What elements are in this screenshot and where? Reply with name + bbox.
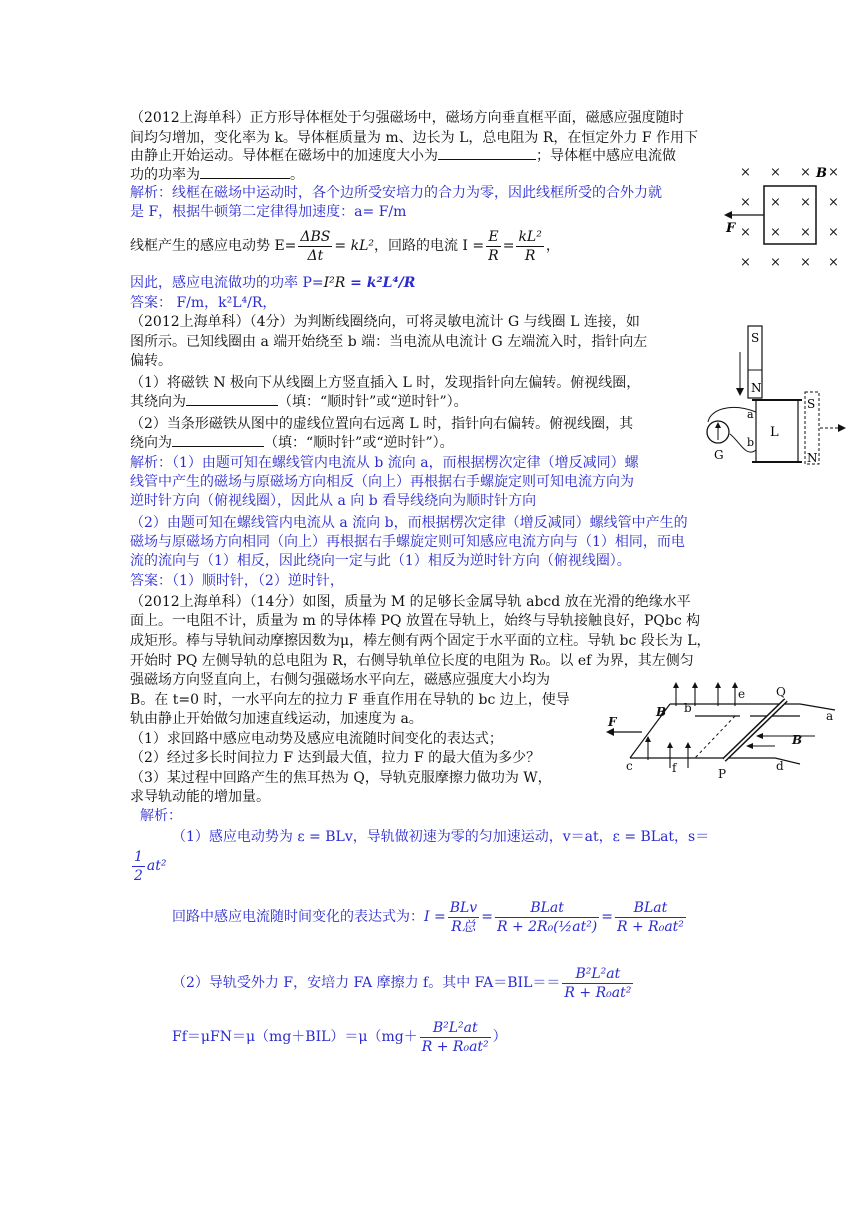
q2-analysis-5: 磁场与原磁场方向相同（向上）再根据右手螺旋定则可知感应电流方向与（1）相同，而电 (130, 534, 685, 550)
q1-blank-1 (438, 145, 536, 160)
q2-analysis-6: 流的流向与（1）相反，因此绕向一定与此（1）相反为逆时针方向（俯视线圈）。 (130, 553, 631, 569)
q2-answer: 答案：（1）顺时针，（2）逆时针， (130, 573, 344, 589)
q1-power-prefix: 因此，感应电流做功的功率 P= (130, 275, 324, 291)
q1-blank-2 (200, 164, 290, 179)
q1-label-F: F (726, 221, 736, 236)
q3-label-b: b (684, 701, 692, 715)
q2-label-G: G (714, 448, 724, 462)
cross-mark: × (740, 165, 751, 180)
q1-line1: （2012上海单科）正方形导体框处于匀强磁场中，磁场方向垂直框平面，磁感应强度随时 (130, 110, 684, 126)
q1-cur-den2: R (524, 247, 536, 264)
q1-label-B: B (816, 166, 827, 181)
cross-mark: × (800, 255, 811, 270)
cross-mark: × (800, 225, 811, 240)
q3-line1: （2012上海单科）（14分）如图，质量为 M 的足够长金属导轨 abcd 放在光滑的绝缘水平 (130, 594, 691, 610)
cross-mark: × (800, 195, 811, 210)
q3-analysis-label: 解析： (140, 808, 182, 824)
q1-analysis-1: 解析：线框在磁场中运动时，各个边所受安培力的合力为零，因此线框所受的合外力就 (130, 185, 662, 201)
q3-sub3: （3）某过程中回路产生的焦耳热为 Q，导轨克服摩擦力做功为 W， (130, 770, 552, 786)
q1-line3-tail: ；导体框中感应电流做 (536, 148, 676, 164)
q3-eq2-f2-num: BLat (495, 899, 599, 918)
q3-rod-PQ-core (724, 700, 786, 760)
q2-analysis-2: 线管中产生的磁场与原磁场方向相反（向上）再根据右手螺旋定则可知电流方向为 (130, 474, 634, 490)
q2-line2: 图所示。已知线圈由 a 端开始绕至 b 端：当电流从电流计 G 左端流入时，指针向左 (130, 334, 648, 350)
q3-eq4-prefix: Ff＝μFN＝μ（mg＋BIL）＝μ（mg＋ (172, 1029, 418, 1045)
q2-label-a: a (747, 408, 754, 421)
cross-mark: × (828, 255, 839, 270)
q2-sub1-line1: （1）将磁铁 N 极向下从线圈上方竖直插入 L 时，发现指针向左偏转。俯视线圈， (130, 375, 641, 391)
q1-power-line (130, 272, 415, 294)
cross-mark: × (828, 195, 839, 210)
q3-field-up-arrows (648, 686, 735, 768)
q3-eq2-f1-num: BLv (449, 899, 478, 916)
cross-mark: × (770, 225, 781, 240)
q2-figure (690, 322, 850, 472)
q2-sub1-hint: （填：“顺时针”或“逆时针”）。 (278, 394, 468, 410)
q3-label-e: e (738, 687, 746, 701)
q2-blank-2 (172, 432, 264, 447)
q3-eq2-f3-den: R + R₀at² (617, 918, 684, 935)
q3-eq3 (172, 960, 635, 1006)
q2-sub2-hint: （填：“顺时针”或“逆时针”）。 (264, 435, 454, 451)
q3-half-num: 1 (134, 848, 143, 865)
q2-sub2-line2 (130, 432, 454, 454)
q3-label-c: c (626, 759, 633, 773)
q2-analysis-1: 解析：（1）由题可知在螺线管内电流从 b 流向 a，而根据楞次定律（增反减同）螺 (130, 455, 639, 471)
q1-power-mid: I²R (323, 275, 346, 291)
cross-mark: × (770, 165, 781, 180)
cross-mark: × (770, 255, 781, 270)
q1-line2: 间均匀增加，变化率为 k。导体框质量为 m、边长为 L，总电阻为 R，在恒定外力 F 作用下 (130, 130, 699, 146)
q3-label-Q: Q (776, 685, 786, 699)
q3-eq3-prefix: （2）导轨受外力 F，安培力 FA 摩擦力 f。其中 FA＝BIL＝＝ (172, 975, 561, 991)
q3-figure (600, 680, 845, 790)
q3-sub1: （1）求回路中感应电动势及感应电流随时间变化的表达式； (130, 731, 503, 747)
q2-sub2-line1: （2）当条形磁铁从图中的虚线位置向右远离 L 时，指针向右偏转。俯视线圈，其 (130, 416, 634, 432)
q1-cur-end: ， (545, 238, 560, 254)
q2-analysis-4: （2）由题可知在螺线管内电流从 a 流向 b，而根据楞次定律（增反减同）螺线管中产生的 (130, 515, 688, 531)
q2-dashed-S: S (807, 397, 816, 411)
q1-emf-den: Δt (307, 247, 324, 264)
q3-eq2-prefix: 回路中感应电流随时间变化的表达式为： (172, 909, 424, 925)
q3-eq2-f3-num: BLat (615, 899, 686, 918)
q1-emf-line (130, 226, 560, 266)
q1-emf-prefix: 线框产生的感应电动势 E= (130, 238, 297, 254)
cross-mark: × (828, 225, 839, 240)
q3-eq4-den: R + R₀at² (421, 1038, 489, 1055)
q3-label-B-left: B (656, 705, 667, 719)
q3-line7: 轨由静止开始做匀加速直线运动，加速度为 a。 (130, 711, 423, 727)
q3-half-rest: at² (146, 858, 167, 874)
q3-eq4-num: B²L²at (420, 1019, 491, 1038)
q3-line6: B。在 t=0 时，一水平向左的拉力 F 垂直作用在导轨的 bc 边上，使导 (130, 692, 570, 708)
q3-eq4 (172, 1014, 507, 1060)
q1-emf-result: = kL² (334, 238, 374, 254)
q3-sub4: 求导轨动能的增加量。 (130, 789, 270, 805)
q3-eq4-end: ） (492, 1029, 507, 1045)
q2-label-b: b (747, 436, 755, 449)
q3-eq2-I: I = (424, 909, 446, 925)
q3-label-P: P (718, 767, 727, 781)
q1-line4-text: 功的功率为 (130, 167, 200, 183)
q1-emf-num: ΔBS (300, 228, 331, 245)
q2-away-arrowhead (838, 424, 846, 432)
q2-sub1-prefix: 其绕向为 (130, 394, 186, 410)
q3-field-left-arrowhead (756, 733, 763, 739)
q3-label-d: d (776, 759, 784, 773)
q1-figure (720, 160, 850, 270)
q1-power-result: = k²L⁴/R (345, 275, 416, 291)
q2-motion-arrowhead (736, 388, 744, 396)
cross-mark: × (740, 255, 751, 270)
q2-line3: 偏转。 (130, 353, 172, 369)
cross-mark: × (800, 165, 811, 180)
q3-field-left-arrowhead-2 (746, 743, 753, 749)
cross-mark: × (828, 165, 839, 180)
q1-analysis-2: 是 F，根据牛顿第二定律得加速度：a= F/m (130, 204, 407, 220)
q3-half-den: 2 (134, 867, 143, 884)
q3-eq2-f2-den: R + 2R₀(½at²) (496, 918, 598, 935)
q1-answer: 答案： F/m，k²L⁴/R， (130, 295, 277, 311)
q3-eq2: 回路中感应电流随时间变化的表达式为：I = $\frac{\text{BLv}}{\text{R总}}$ = $\frac{\text{BLat}}{\text{R + 2R₀(½at²)}}$ = $\frac{\text{BLat}}{\text{R + R₀at²}}$ (172, 899, 684, 935)
q2-analysis-3: 逆时针方向（俯视线圈），因此从 a 向 b 看导线绕向为顺时针方向 (130, 493, 537, 509)
q3-line2: 面上。一电阻不计，质量为 m 的导体棒 PQ 放置在导轨上，始终与导轨接触良好，PQbc 构 (130, 613, 701, 629)
q3-eq2-f1-den: R总 (451, 918, 476, 935)
q1-cur-num2: kL² (518, 228, 542, 245)
q1-line4-tail: 。 (290, 167, 304, 183)
q3-eq1: （1）感应电动势为 ε = BLv，导轨做初速为零的匀加速运动，v＝at，ε = BLat，s＝ (172, 829, 710, 845)
cross-mark: × (740, 195, 751, 210)
q3-label-B-right: B (792, 733, 803, 747)
q3-eq1b (130, 846, 167, 886)
q3-label-f: f (672, 761, 677, 775)
q3-eq3-den: R + R₀at² (564, 984, 632, 1001)
q3-line4: 开始时 PQ 左侧导轨的总电阻为 R，右侧导轨单位长度的电阻为 R₀。以 ef 为界，其左侧匀 (130, 653, 694, 669)
q2-sub2-prefix: 绕向为 (130, 435, 172, 451)
q2-magnet-N: N (751, 381, 762, 395)
q1-cur-eq: = (502, 238, 515, 254)
q1-cur-den1: R (488, 247, 499, 264)
q2-dashed-N: N (807, 451, 818, 465)
cross-mark: × (740, 225, 751, 240)
q2-blank-1 (186, 391, 278, 406)
q3-line3: 成矩形。棒与导轨间动摩擦因数为μ，棒左侧有两个固定于水平面的立柱。导轨 bc 段长为 L， (130, 633, 711, 649)
q3-line5: 强磁场方向竖直向上，右侧匀强磁场水平向左，磁感应强度大小均为 (130, 672, 550, 688)
q2-magnet-S: S (751, 331, 760, 345)
q1-cur-num1: E (486, 228, 501, 247)
q1-current-prefix: ，回路的电流 I = (373, 238, 485, 254)
q2-line1: （2012上海单科）（4分）为判断线圈绕向，可将灵敏电流计 G 与线圈 L 连接，如 (130, 314, 640, 330)
q3-pull-force-arrowhead (606, 728, 614, 736)
q2-needle-tip (715, 422, 721, 428)
q3-label-a: a (826, 709, 834, 723)
q1-line3-text: 由静止开始运动。导体框在磁场中的加速度大小为 (130, 148, 438, 164)
q3-eq3-num: B²L²at (562, 965, 633, 984)
q2-label-L: L (770, 425, 779, 440)
q2-sub1-line2 (130, 391, 468, 413)
q3-sub2: （2）经过多长时间拉力 F 达到最大值，拉力 F 的最大值为多少？ (130, 750, 541, 766)
q1-force-arrowhead (724, 211, 732, 219)
q3-label-F: F (608, 715, 617, 729)
cross-mark: × (770, 195, 781, 210)
